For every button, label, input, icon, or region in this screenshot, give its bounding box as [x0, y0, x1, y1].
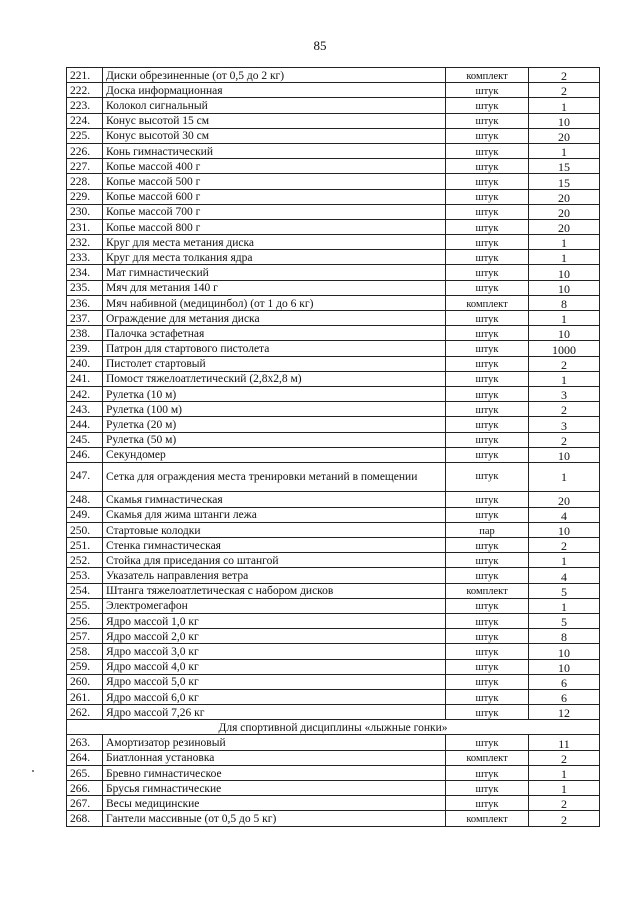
item-name: Рулетка (10 м) — [103, 386, 446, 401]
item-unit: штук — [446, 311, 529, 326]
item-number: 221. — [67, 68, 103, 83]
item-name: Секундомер — [103, 447, 446, 462]
table-row — [67, 326, 600, 341]
item-quantity: 6 — [529, 689, 600, 704]
item-number: 226. — [67, 143, 103, 158]
item-unit: пар — [446, 522, 529, 537]
item-unit: штук — [446, 159, 529, 174]
table-row — [67, 83, 600, 98]
item-number: 257. — [67, 629, 103, 644]
item-name: Электромегафон — [103, 598, 446, 613]
table-row — [67, 629, 600, 644]
table-row — [67, 371, 600, 386]
item-number: 227. — [67, 159, 103, 174]
scan-speck — [32, 770, 34, 772]
item-number: 233. — [67, 250, 103, 265]
item-name: Копье массой 400 г — [103, 159, 446, 174]
item-name: Сетка для ограждения места тренировки метаний в помещении — [103, 462, 446, 492]
item-name: Стартовые колодки — [103, 522, 446, 537]
item-quantity: 1 — [529, 235, 600, 250]
item-number: 258. — [67, 644, 103, 659]
item-name: Круг для места толкания ядра — [103, 250, 446, 265]
item-number: 261. — [67, 689, 103, 704]
item-quantity: 2 — [529, 83, 600, 98]
item-number: 222. — [67, 83, 103, 98]
item-quantity: 20 — [529, 128, 600, 143]
table-body-tall-row — [67, 462, 600, 492]
item-quantity: 1 — [529, 553, 600, 568]
item-number: 236. — [67, 295, 103, 310]
item-number: 224. — [67, 113, 103, 128]
table-row — [67, 796, 600, 811]
item-name: Амортизатор резиновый — [103, 735, 446, 750]
item-number: 239. — [67, 341, 103, 356]
table-body-athletics-cont — [67, 492, 600, 720]
item-unit: комплект — [446, 68, 529, 83]
item-quantity: 2 — [529, 538, 600, 553]
table-row — [67, 689, 600, 704]
table-row — [67, 68, 600, 83]
item-number: 245. — [67, 432, 103, 447]
item-quantity: 12 — [529, 705, 600, 720]
table-row — [67, 402, 600, 417]
item-unit: штук — [446, 538, 529, 553]
item-number: 250. — [67, 522, 103, 537]
item-quantity: 15 — [529, 174, 600, 189]
item-name: Скамья гимнастическая — [103, 492, 446, 507]
item-unit: штук — [446, 598, 529, 613]
item-name: Мат гимнастический — [103, 265, 446, 280]
item-number: 244. — [67, 417, 103, 432]
item-name: Ядро массой 4,0 кг — [103, 659, 446, 674]
item-unit: штук — [446, 219, 529, 234]
item-name: Ядро массой 6,0 кг — [103, 689, 446, 704]
item-quantity: 8 — [529, 295, 600, 310]
item-unit: штук — [446, 507, 529, 522]
item-quantity: 3 — [529, 417, 600, 432]
item-quantity: 3 — [529, 386, 600, 401]
item-name: Стенка гимнастическая — [103, 538, 446, 553]
table-row — [67, 417, 600, 432]
table-row — [67, 128, 600, 143]
item-unit: штук — [446, 280, 529, 295]
table-row — [67, 386, 600, 401]
item-number: 259. — [67, 659, 103, 674]
item-quantity: 15 — [529, 159, 600, 174]
item-quantity: 11 — [529, 735, 600, 750]
item-quantity: 1 — [529, 250, 600, 265]
item-quantity: 1 — [529, 598, 600, 613]
item-name: Брусья гимнастические — [103, 781, 446, 796]
item-name: Палочка эстафетная — [103, 326, 446, 341]
item-unit: штук — [446, 629, 529, 644]
item-unit: штук — [446, 235, 529, 250]
table-row — [67, 811, 600, 826]
item-name: Колокол сигнальный — [103, 98, 446, 113]
item-unit: штук — [446, 386, 529, 401]
item-name: Скамья для жима штанги лежа — [103, 507, 446, 522]
item-quantity: 10 — [529, 659, 600, 674]
item-quantity: 1 — [529, 781, 600, 796]
table-body-athletics — [67, 68, 600, 463]
item-unit: штук — [446, 83, 529, 98]
item-quantity: 1 — [529, 765, 600, 780]
item-number: 225. — [67, 128, 103, 143]
item-quantity: 20 — [529, 189, 600, 204]
table-row — [67, 735, 600, 750]
item-name: Весы медицинские — [103, 796, 446, 811]
table-row — [67, 98, 600, 113]
item-quantity: 10 — [529, 280, 600, 295]
item-name: Ядро массой 1,0 кг — [103, 613, 446, 628]
item-unit: штук — [446, 705, 529, 720]
item-name: Круг для места метания диска — [103, 235, 446, 250]
table-row — [67, 583, 600, 598]
item-unit: штук — [446, 402, 529, 417]
item-number: 251. — [67, 538, 103, 553]
table-row — [67, 538, 600, 553]
item-unit: штук — [446, 674, 529, 689]
table-row — [67, 750, 600, 765]
table-row — [67, 204, 600, 219]
item-number: 235. — [67, 280, 103, 295]
item-number: 265. — [67, 765, 103, 780]
item-name: Патрон для стартового пистолета — [103, 341, 446, 356]
item-unit: штук — [446, 492, 529, 507]
table-row — [67, 265, 600, 280]
item-unit: штук — [446, 462, 529, 492]
item-name: Конус высотой 15 см — [103, 113, 446, 128]
item-number: 253. — [67, 568, 103, 583]
item-name: Биатлонная установка — [103, 750, 446, 765]
table-row — [67, 341, 600, 356]
item-quantity: 10 — [529, 522, 600, 537]
table-row — [67, 507, 600, 522]
item-number: 255. — [67, 598, 103, 613]
item-name: Ядро массой 2,0 кг — [103, 629, 446, 644]
item-number: 264. — [67, 750, 103, 765]
item-quantity: 2 — [529, 356, 600, 371]
item-unit: штук — [446, 432, 529, 447]
item-unit: штук — [446, 447, 529, 462]
item-unit: комплект — [446, 583, 529, 598]
item-quantity: 2 — [529, 796, 600, 811]
item-number: 262. — [67, 705, 103, 720]
item-name: Помост тяжелоатлетический (2,8х2,8 м) — [103, 371, 446, 386]
item-quantity: 4 — [529, 568, 600, 583]
item-name: Рулетка (20 м) — [103, 417, 446, 432]
item-number: 230. — [67, 204, 103, 219]
table-row — [67, 553, 600, 568]
item-number: 260. — [67, 674, 103, 689]
item-quantity: 1 — [529, 143, 600, 158]
item-unit: штук — [446, 174, 529, 189]
item-unit: штук — [446, 143, 529, 158]
table-row — [67, 356, 600, 371]
table-row — [67, 674, 600, 689]
item-name: Ядро массой 7,26 кг — [103, 705, 446, 720]
item-unit: штук — [446, 250, 529, 265]
item-name: Конь гимнастический — [103, 143, 446, 158]
item-unit: штук — [446, 781, 529, 796]
item-unit: штук — [446, 765, 529, 780]
item-number: 242. — [67, 386, 103, 401]
table-row — [67, 113, 600, 128]
table-row — [67, 143, 600, 158]
item-number: 266. — [67, 781, 103, 796]
item-number: 231. — [67, 219, 103, 234]
item-name: Ядро массой 5,0 кг — [103, 674, 446, 689]
item-unit: штук — [446, 568, 529, 583]
item-number: 267. — [67, 796, 103, 811]
item-quantity: 4 — [529, 507, 600, 522]
item-number: 252. — [67, 553, 103, 568]
item-number: 268. — [67, 811, 103, 826]
item-unit: штук — [446, 341, 529, 356]
item-unit: комплект — [446, 750, 529, 765]
item-number: 248. — [67, 492, 103, 507]
item-quantity: 1 — [529, 462, 600, 492]
item-number: 241. — [67, 371, 103, 386]
item-quantity: 2 — [529, 402, 600, 417]
item-unit: штук — [446, 613, 529, 628]
item-quantity: 20 — [529, 492, 600, 507]
item-quantity: 10 — [529, 265, 600, 280]
table-row — [67, 705, 600, 720]
table-row — [67, 280, 600, 295]
table-row — [67, 447, 600, 462]
item-quantity: 2 — [529, 68, 600, 83]
item-number: 240. — [67, 356, 103, 371]
item-unit: штук — [446, 371, 529, 386]
item-name: Мяч набивной (медицинбол) (от 1 до 6 кг) — [103, 295, 446, 310]
item-number: 256. — [67, 613, 103, 628]
item-quantity: 6 — [529, 674, 600, 689]
item-name: Штанга тяжелоатлетическая с набором дисков — [103, 583, 446, 598]
item-unit: штук — [446, 356, 529, 371]
table-row — [67, 522, 600, 537]
item-number: 223. — [67, 98, 103, 113]
item-name: Копье массой 800 г — [103, 219, 446, 234]
item-quantity: 20 — [529, 219, 600, 234]
item-name: Копье массой 600 г — [103, 189, 446, 204]
item-quantity: 2 — [529, 432, 600, 447]
section-header-row — [67, 720, 600, 735]
item-name: Рулетка (50 м) — [103, 432, 446, 447]
item-number: 232. — [67, 235, 103, 250]
page-number: 85 — [313, 38, 327, 53]
table-row — [67, 598, 600, 613]
table-row — [67, 659, 600, 674]
table-row — [67, 174, 600, 189]
item-quantity: 8 — [529, 629, 600, 644]
item-number: 234. — [67, 265, 103, 280]
item-quantity: 1 — [529, 371, 600, 386]
table-row — [67, 644, 600, 659]
item-quantity: 2 — [529, 750, 600, 765]
table-row — [67, 568, 600, 583]
table-row — [67, 613, 600, 628]
item-number: 243. — [67, 402, 103, 417]
table-row — [67, 159, 600, 174]
table-body-ski-racing — [67, 735, 600, 826]
item-name: Ядро массой 3,0 кг — [103, 644, 446, 659]
item-name: Гантели массивные (от 0,5 до 5 кг) — [103, 811, 446, 826]
item-quantity: 2 — [529, 811, 600, 826]
item-unit: штук — [446, 265, 529, 280]
table-row — [67, 235, 600, 250]
item-number: 237. — [67, 311, 103, 326]
item-unit: штук — [446, 553, 529, 568]
item-unit: штук — [446, 189, 529, 204]
table-row — [67, 781, 600, 796]
item-quantity: 10 — [529, 113, 600, 128]
item-unit: штук — [446, 796, 529, 811]
item-name: Рулетка (100 м) — [103, 402, 446, 417]
table-row — [67, 492, 600, 507]
equipment-table — [66, 67, 600, 827]
item-name: Бревно гимнастическое — [103, 765, 446, 780]
item-name: Мяч для метания 140 г — [103, 280, 446, 295]
section-title: Для спортивной дисциплины «лыжные гонки» — [67, 720, 600, 735]
item-unit: штук — [446, 204, 529, 219]
table-row — [67, 765, 600, 780]
table-body-section — [67, 720, 600, 735]
item-name: Конус высотой 30 см — [103, 128, 446, 143]
item-number: 229. — [67, 189, 103, 204]
table-row — [67, 295, 600, 310]
item-quantity: 10 — [529, 447, 600, 462]
item-quantity: 1 — [529, 98, 600, 113]
item-name: Пистолет стартовый — [103, 356, 446, 371]
table-row — [67, 311, 600, 326]
item-unit: штук — [446, 644, 529, 659]
item-unit: штук — [446, 326, 529, 341]
item-name: Диски обрезиненные (от 0,5 до 2 кг) — [103, 68, 446, 83]
item-unit: комплект — [446, 811, 529, 826]
item-name: Копье массой 700 г — [103, 204, 446, 219]
item-quantity: 1000 — [529, 341, 600, 356]
item-name: Копье массой 500 г — [103, 174, 446, 189]
item-quantity: 10 — [529, 644, 600, 659]
item-unit: штук — [446, 98, 529, 113]
item-number: 249. — [67, 507, 103, 522]
item-quantity: 5 — [529, 613, 600, 628]
table-row — [67, 250, 600, 265]
table-row — [67, 462, 600, 492]
table-row — [67, 219, 600, 234]
item-unit: штук — [446, 417, 529, 432]
item-number: 254. — [67, 583, 103, 598]
item-name: Указатель направления ветра — [103, 568, 446, 583]
item-number: 238. — [67, 326, 103, 341]
table-row — [67, 432, 600, 447]
item-unit: штук — [446, 689, 529, 704]
item-number: 246. — [67, 447, 103, 462]
item-number: 247. — [67, 462, 103, 492]
item-quantity: 5 — [529, 583, 600, 598]
item-name: Доска информационная — [103, 83, 446, 98]
item-name: Ограждение для метания диска — [103, 311, 446, 326]
table-row — [67, 189, 600, 204]
item-unit: комплект — [446, 295, 529, 310]
item-unit: штук — [446, 659, 529, 674]
item-unit: штук — [446, 113, 529, 128]
item-quantity: 10 — [529, 326, 600, 341]
item-quantity: 1 — [529, 311, 600, 326]
item-unit: штук — [446, 735, 529, 750]
item-number: 263. — [67, 735, 103, 750]
item-number: 228. — [67, 174, 103, 189]
item-name: Стойка для приседания со штангой — [103, 553, 446, 568]
item-quantity: 20 — [529, 204, 600, 219]
item-unit: штук — [446, 128, 529, 143]
